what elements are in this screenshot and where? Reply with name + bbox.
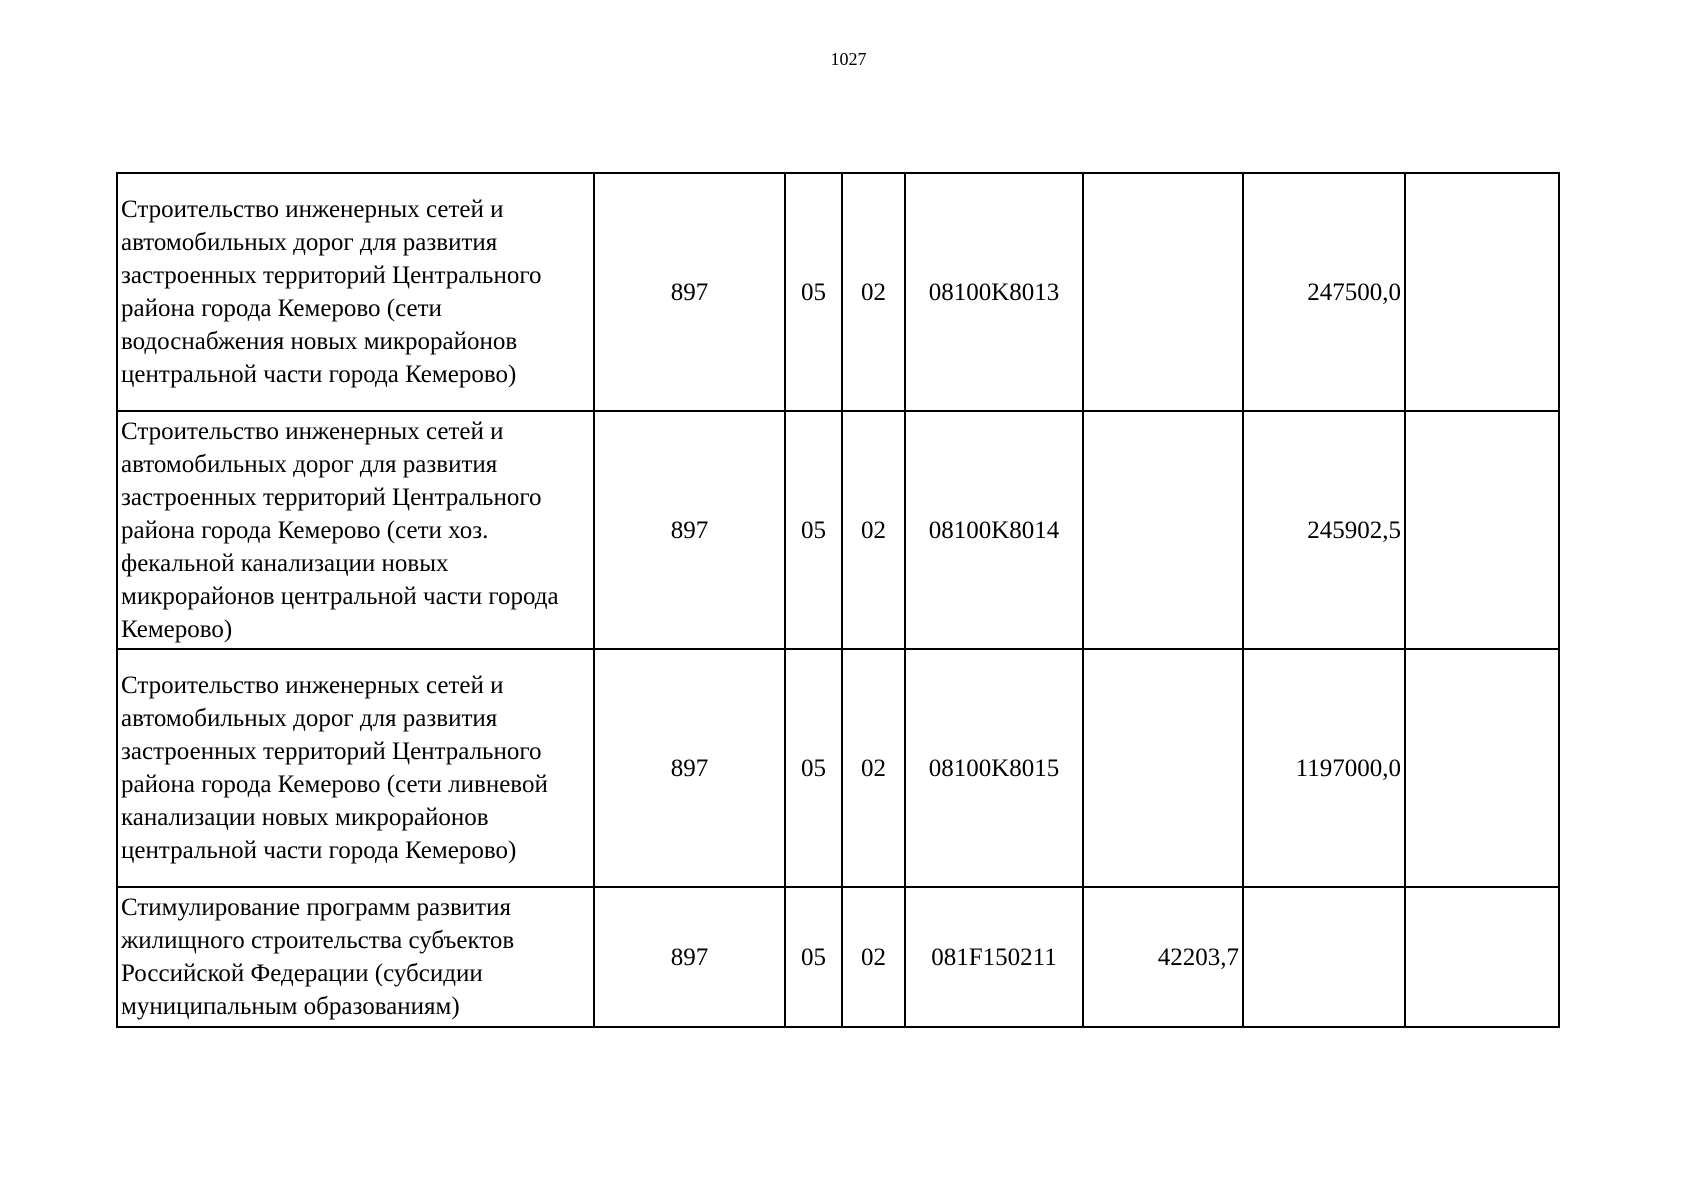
expense-type-cell bbox=[1083, 411, 1243, 649]
amount-cell: 1197000,0 bbox=[1243, 649, 1405, 887]
expense-type-cell: 42203,7 bbox=[1083, 887, 1243, 1027]
ministry-code: 897 bbox=[594, 649, 785, 887]
section-code: 05 bbox=[785, 411, 842, 649]
table-row bbox=[117, 887, 1559, 1027]
amount-cell-2 bbox=[1405, 173, 1559, 411]
amount-cell-2 bbox=[1405, 411, 1559, 649]
target-article-code: 08100K8014 bbox=[905, 411, 1083, 649]
row-name: Строительство инженерных сетей и автомобильных дорог для развития застроенных территорий Центрального района города Кемерово (сети хоз. фекальной канализации новых микрорайонов центральной части города Кемерово) bbox=[117, 411, 594, 649]
ministry-code: 897 bbox=[594, 411, 785, 649]
expense-type-cell bbox=[1083, 649, 1243, 887]
target-article-code: 081F150211 bbox=[905, 887, 1083, 1027]
section-code: 05 bbox=[785, 173, 842, 411]
amount-cell: 247500,0 bbox=[1243, 173, 1405, 411]
subsection-code: 02 bbox=[842, 887, 905, 1027]
target-article-code: 08100K8015 bbox=[905, 649, 1083, 887]
section-code: 05 bbox=[785, 887, 842, 1027]
row-name: Стимулирование программ развития жилищного строительства субъектов Российской Федерации (субсидии муниципальным образованиям) bbox=[117, 887, 594, 1027]
subsection-code: 02 bbox=[842, 411, 905, 649]
table-row bbox=[117, 649, 1559, 887]
section-code: 05 bbox=[785, 649, 842, 887]
row-name: Строительство инженерных сетей и автомобильных дорог для развития застроенных территорий Центрального района города Кемерово (сети водоснабжения новых микрорайонов центральной части города Кемерово) bbox=[117, 173, 594, 411]
subsection-code: 02 bbox=[842, 173, 905, 411]
amount-cell-2 bbox=[1405, 649, 1559, 887]
amount-cell-2 bbox=[1405, 887, 1559, 1027]
ministry-code: 897 bbox=[594, 173, 785, 411]
page-number: 1027 bbox=[830, 49, 867, 69]
subsection-code: 02 bbox=[842, 649, 905, 887]
expense-type-cell bbox=[1083, 173, 1243, 411]
budget-table bbox=[116, 172, 1560, 1028]
table-row bbox=[117, 411, 1559, 649]
table-row bbox=[117, 173, 1559, 411]
target-article-code: 08100K8013 bbox=[905, 173, 1083, 411]
ministry-code: 897 bbox=[594, 887, 785, 1027]
amount-cell: 245902,5 bbox=[1243, 411, 1405, 649]
row-name: Строительство инженерных сетей и автомобильных дорог для развития застроенных территорий Центрального района города Кемерово (сети ливневой канализации новых микрорайонов центральной части города Кемерово) bbox=[117, 649, 594, 887]
amount-cell bbox=[1243, 887, 1405, 1027]
